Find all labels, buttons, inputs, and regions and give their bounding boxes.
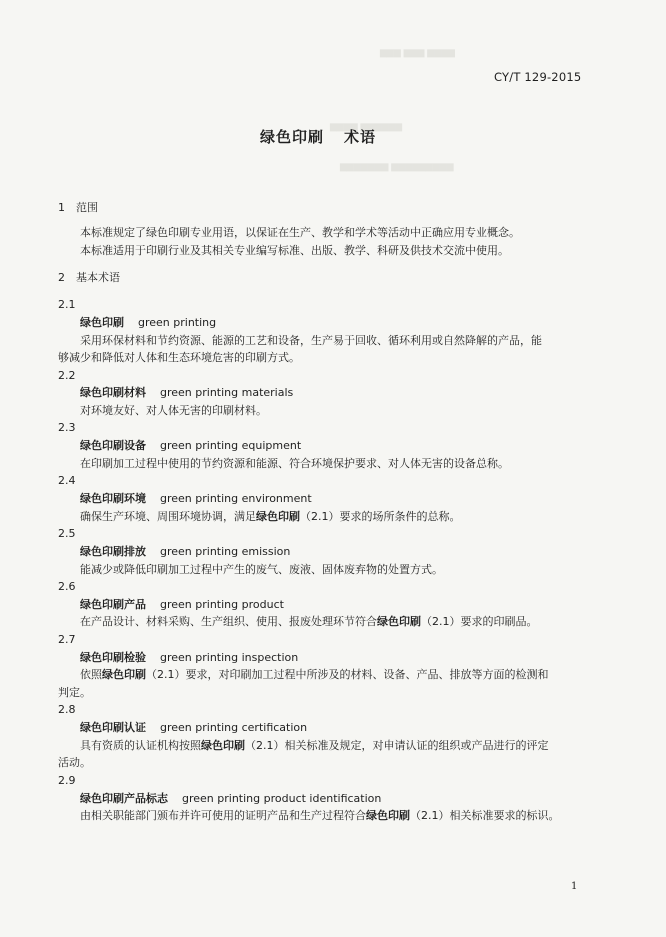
page-number: 1 [571, 881, 578, 892]
term-definition: 采用环保材料和节约资源、能源的工艺和设备，生产易于回收、循环利用或自然降解的产品，能 [80, 334, 542, 347]
section-heading: 2 基本术语 [58, 271, 120, 284]
term-number: 2.3 [58, 421, 76, 434]
term-heading: 绿色印刷环境 green printing environment [80, 492, 312, 505]
term-definition-continued: 够减少和降低对人体和生态环境危害的印刷方式。 [58, 351, 300, 364]
show-through-text: ▆▆▆ ▆▆▆ ▆▆▆▆ [380, 48, 455, 58]
term-number: 2.2 [58, 369, 76, 382]
term-number: 2.5 [58, 527, 76, 540]
term-number: 2.6 [58, 580, 76, 593]
paragraph: 本标准适用于印刷行业及其相关专业编写标准、出版、教学、科研及供技术交流中使用。 [80, 244, 509, 257]
term-definition: 在印刷加工过程中使用的节约资源和能源、符合环境保护要求、对人体无害的设备总称。 [80, 457, 509, 470]
term-heading: 绿色印刷产品 green printing product [80, 598, 284, 611]
paragraph: 本标准规定了绿色印刷专业用语，以保证在生产、教学和学术等活动中正确应用专业概念。 [80, 226, 520, 239]
term-heading: 绿色印刷材料 green printing materials [80, 386, 294, 399]
section-heading: 1 范围 [58, 201, 98, 214]
show-through-text: ▆▆▆▆▆▆▆ ▆▆▆▆▆▆▆▆▆ [340, 162, 454, 172]
term-heading: 绿色印刷设备 green printing equipment [80, 439, 302, 452]
term-definition: 由相关职能部门颁布并许可使用的证明产品和生产过程符合绿色印刷（2.1）相关标准要求的标识。 [80, 809, 560, 822]
term-number: 2.4 [58, 474, 76, 487]
term-definition: 对环境友好、对人体无害的印刷材料。 [80, 404, 267, 417]
term-heading: 绿色印刷产品标志 green printing product identification [80, 792, 382, 805]
term-number: 2.1 [58, 298, 76, 311]
term-heading: 绿色印刷检验 green printing inspection [80, 651, 299, 664]
term-heading: 绿色印刷认证 green printing certification [80, 721, 308, 734]
term-number: 2.7 [58, 633, 76, 646]
show-through-text: ▆▆▆▆ ▆▆▆▆▆▆ [330, 122, 403, 132]
term-definition: 在产品设计、材料采购、生产组织、使用、报废处理环节符合绿色印刷（2.1）要求的印刷品。 [80, 615, 538, 628]
term-definition: 确保生产环境、周围环境协调，满足绿色印刷（2.1）要求的场所条件的总称。 [80, 510, 461, 523]
term-definition: 具有资质的认证机构按照绿色印刷（2.1）相关标准及规定，对申请认证的组织或产品进行的评定 [80, 739, 549, 752]
term-number: 2.8 [58, 703, 76, 716]
term-definition: 依照绿色印刷（2.1）要求，对印刷加工过程中所涉及的材料、设备、产品、排放等方面的检测和 [80, 668, 549, 681]
standard-number: CY/T 129-2015 [494, 70, 582, 84]
term-heading: 绿色印刷 green printing [80, 316, 217, 329]
term-number: 2.9 [58, 774, 76, 787]
page-title: 绿色印刷 术语 [260, 128, 377, 146]
term-definition: 能减少或降低印刷加工过程中产生的废气、废液、固体废弃物的处置方式。 [80, 563, 443, 576]
term-definition-continued: 活动。 [58, 756, 91, 769]
term-definition-continued: 判定。 [58, 686, 91, 699]
term-heading: 绿色印刷排放 green printing emission [80, 545, 291, 558]
